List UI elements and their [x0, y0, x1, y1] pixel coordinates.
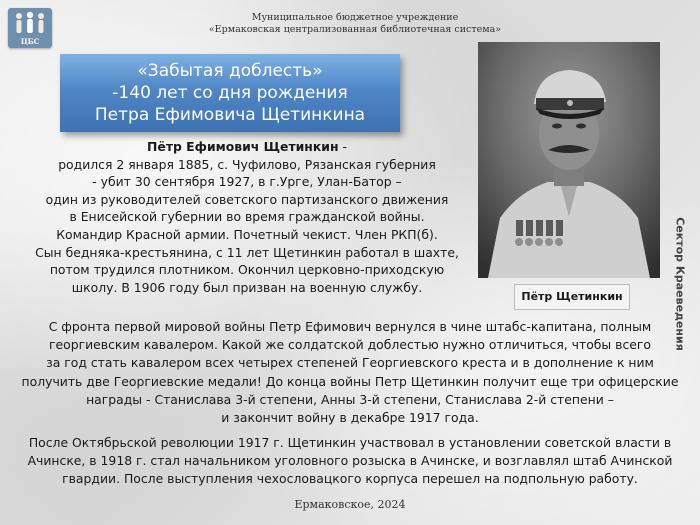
bio-line: Командир Красной армии. Почетный чекист. Член РКП(б).	[56, 226, 438, 242]
paragraph-line: После Октябрьской революции 1917 г. Щетинкин участвовал в установлении советской власти в	[28, 435, 672, 450]
paragraph-line: за год стать кавалером всех четырех степеней Георгиевского креста и в дополнение к ним	[46, 355, 654, 371]
bio-line: школу. В 1906 году был призван на военную службу.	[71, 279, 423, 295]
title-banner	[60, 54, 400, 132]
paragraph-line: гвардии. После выступления чехословацкого корпуса перешел на подпольную работу.	[62, 471, 638, 487]
paragraph-ww1	[10, 318, 690, 427]
banner-title: «Забытая доблесть»	[137, 61, 323, 81]
bio-heading	[22, 138, 472, 156]
banner-subtitle: -140 лет со дня рождения	[112, 83, 348, 103]
people-logo-icon	[12, 11, 48, 35]
paragraph-line: получить две Георгиевские медали! До конца войны Петр Щетинкин получит еще три офицерские	[21, 373, 679, 389]
footer-place-year: Ермаковское, 2024	[294, 498, 406, 511]
paragraph-line: Ачинске, в 1918 г. стал начальником уголовного розыска в Ачинске, и возглавлял штаб Ачинской	[27, 453, 673, 469]
logo-text: ЦБС	[20, 37, 40, 46]
side-label-text: Сектор Краеведения	[673, 217, 687, 351]
biography-block	[22, 138, 472, 296]
paragraph-revolution	[10, 434, 690, 489]
paragraph-line: награды - Станислава 3-й степени, Анны 3-й степени, Станислава 2-й степени –	[86, 391, 614, 407]
portrait-image	[478, 42, 660, 278]
paragraph-line: георгиевским кавалером. Какой же солдатской доблестью нужно отличиться, чтобы всего	[49, 337, 651, 353]
bio-line: потом трудился плотником. Окончил церковно-приходскую	[49, 262, 445, 278]
org-line-2: «Ермаковская централизованная библиотечная система»	[208, 24, 502, 35]
paragraph-line: и закончит войну в декабре 1917 года.	[221, 410, 479, 426]
bio-line: родился 2 января 1885, с. Чуфилово, Рязанская губерния	[58, 156, 436, 172]
bio-line: один из руководителей советского партизанского движения	[45, 191, 449, 207]
bio-line: в Енисейской губернии во время гражданской войны.	[69, 209, 425, 225]
paragraph-line: С фронта первой мировой войны Петр Ефимович вернулся в чине штабс-капитана, полным	[48, 319, 652, 334]
library-logo	[8, 8, 52, 48]
bio-name: Пётр Ефимович Щетинкин	[147, 139, 339, 154]
org-line-1: Муниципальное бюджетное учреждение	[251, 12, 459, 23]
bio-line: Сын бедняка-крестьянина, с 11 лет Щетинкин работал в шахте,	[35, 244, 459, 260]
photo-caption: Пётр Щетинкин	[514, 284, 630, 310]
organization-header	[150, 12, 560, 36]
bio-line: - убит 30 сентября 1927, в г.Урге, Улан-Батор –	[92, 174, 402, 190]
bio-name-dash: -	[338, 139, 347, 154]
banner-name: Петра Ефимовича Щетинкина	[94, 105, 366, 125]
portrait-photo	[478, 42, 660, 278]
